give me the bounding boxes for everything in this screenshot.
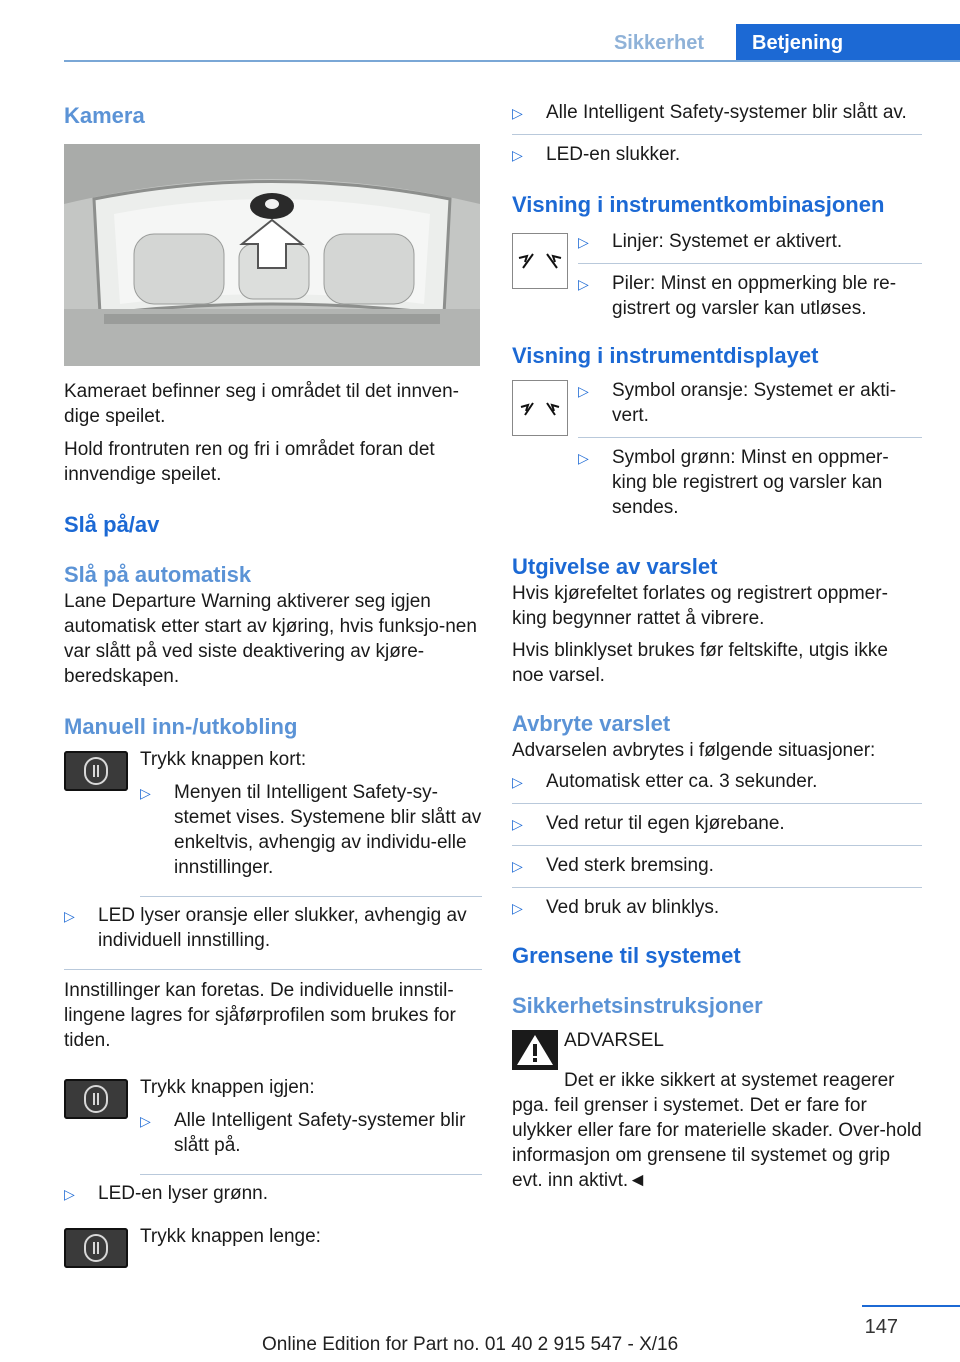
grensene-heading: Grensene til systemet <box>512 943 741 968</box>
warning-triangle-icon <box>512 1030 558 1070</box>
utgivelse-paragraph-1: Hvis kjørefeltet forlates og registrert oppmer-king begynner rattet å vibrere. <box>512 583 888 629</box>
left-column <box>64 100 482 1268</box>
list-item: ▷ Ved sterk bremsing. <box>512 853 922 888</box>
intelligent-safety-button-icon <box>64 1228 128 1268</box>
advarsel-label: ADVARSEL <box>564 1030 664 1051</box>
display-block <box>512 378 922 527</box>
press-short-block <box>64 747 482 897</box>
kombi-block <box>512 229 922 328</box>
footer-rule <box>862 1305 960 1307</box>
triangle-bullet-icon: ▷ <box>512 816 523 832</box>
advarsel-paragraph: Det er ikke sikkert at systemet reagerer pga. feil grenser i systemet. Det er fare for ulykker eller fare for materielle skader. Over-hold informasjon om grensene til systemet og grip evt. inn aktivt.◄ <box>512 1070 922 1191</box>
triangle-bullet-icon: ▷ <box>512 147 523 163</box>
press-again-block <box>64 1075 482 1175</box>
list-item: ▷ Symbol grønn: Minst en oppmer-king ble registrert og varsler kan sendes. <box>578 447 889 518</box>
header-tab-sikkerhet[interactable]: Sikkerhet <box>613 31 704 54</box>
avbryte-heading: Avbryte varslet <box>512 711 671 736</box>
list-item: ▷ Menyen til Intelligent Safety-sy-stemet vises. Systemene blir slått av enkeltvis, avhengig av individu-elle innstillinger. <box>140 782 482 878</box>
triangle-bullet-icon: ▷ <box>578 234 589 250</box>
slaa-paa-av-heading: Slå på/av <box>64 512 160 537</box>
right-column <box>512 100 922 1193</box>
list-item: ▷ Linjer: Systemet er aktivert. <box>578 229 922 264</box>
list-item: ▷ LED-en lyser grønn. <box>64 1181 482 1206</box>
lane-departure-display-icon <box>512 380 568 436</box>
triangle-bullet-icon: ▷ <box>512 774 523 790</box>
triangle-bullet-icon: ▷ <box>140 1113 151 1129</box>
manuell-heading: Manuell inn-/utkobling <box>64 714 298 739</box>
press-again-label: Trykk knappen igjen: <box>140 1077 315 1098</box>
advarsel-block <box>512 1028 922 1070</box>
list-item: ▷ Symbol oransje: Systemet er akti-vert. <box>578 378 922 438</box>
triangle-bullet-icon: ▷ <box>578 383 589 399</box>
intelligent-safety-button-icon <box>64 751 128 791</box>
triangle-bullet-icon: ▷ <box>64 1186 75 1202</box>
lane-departure-lines-icon <box>512 233 568 289</box>
triangle-bullet-icon: ▷ <box>512 858 523 874</box>
display-heading: Visning i instrumentdisplayet <box>512 343 819 368</box>
avbryte-paragraph: Advarselen avbrytes i følgende situasjoner: <box>512 740 876 761</box>
settings-paragraph: Innstillinger kan foretas. De individuelle innstil-lingene lagres for sjåførprofilen som brukes for tiden. <box>64 980 456 1051</box>
list-item: ▷ Piler: Minst en oppmerking ble re-gistrert og varsler kan utløses. <box>578 273 897 319</box>
kombi-heading: Visning i instrumentkombinasjonen <box>512 192 885 217</box>
list-item: ▷ LED lyser oransje eller slukker, avhengig av individuell innstilling. <box>64 905 467 951</box>
slaa-paa-automatisk-heading: Slå på automatisk <box>64 562 252 587</box>
triangle-bullet-icon: ▷ <box>64 908 75 924</box>
edition-footer: Online Edition for Part no. 01 40 2 915 547 - X/16 <box>262 1334 679 1355</box>
header-rule <box>64 60 960 62</box>
camera-illustration <box>64 144 480 366</box>
utgivelse-heading: Utgivelse av varslet <box>512 554 718 579</box>
press-short-label: Trykk knappen kort: <box>140 749 307 770</box>
press-long-label: Trykk knappen lenge: <box>140 1226 321 1247</box>
list-item: ▷ Ved retur til egen kjørebane. <box>512 811 922 846</box>
triangle-bullet-icon: ▷ <box>578 276 589 292</box>
press-long-block <box>64 1224 482 1268</box>
intelligent-safety-button-icon <box>64 1079 128 1119</box>
list-item: ▷ Automatisk etter ca. 3 sekunder. <box>512 769 922 804</box>
sikkerhet-heading: Sikkerhetsinstruksjoner <box>512 993 763 1018</box>
list-item: ▷ Ved bruk av blinklys. <box>512 895 922 920</box>
camera-location-photo <box>64 144 480 366</box>
list-item: ▷ Alle Intelligent Safety-systemer blir slått av. <box>512 100 922 135</box>
header-tab-betjening[interactable]: Betjening <box>736 24 960 62</box>
triangle-bullet-icon: ▷ <box>140 785 151 801</box>
kamera-paragraph-1: Kameraet befinner seg i området til det innven-dige speilet. <box>64 381 459 427</box>
triangle-bullet-icon: ▷ <box>578 450 589 466</box>
triangle-bullet-icon: ▷ <box>512 105 523 121</box>
kamera-paragraph-2: Hold frontruten ren og fri i området foran det innvendige speilet. <box>64 439 435 485</box>
automatisk-paragraph: Lane Departure Warning aktiverer seg igjen automatisk etter start av kjøring, hvis funksjo-nen var slått på ved siste deaktivering av kjøre-beredskapen. <box>64 591 477 687</box>
list-item: ▷ Alle Intelligent Safety-systemer blir slått på. <box>140 1110 466 1156</box>
triangle-bullet-icon: ▷ <box>512 900 523 916</box>
page-number: 147 <box>864 1316 898 1338</box>
kamera-heading: Kamera <box>64 103 145 128</box>
utgivelse-paragraph-2: Hvis blinklyset brukes før feltskifte, utgis ikke noe varsel. <box>512 640 888 686</box>
list-item: ▷ LED-en slukker. <box>512 142 922 167</box>
